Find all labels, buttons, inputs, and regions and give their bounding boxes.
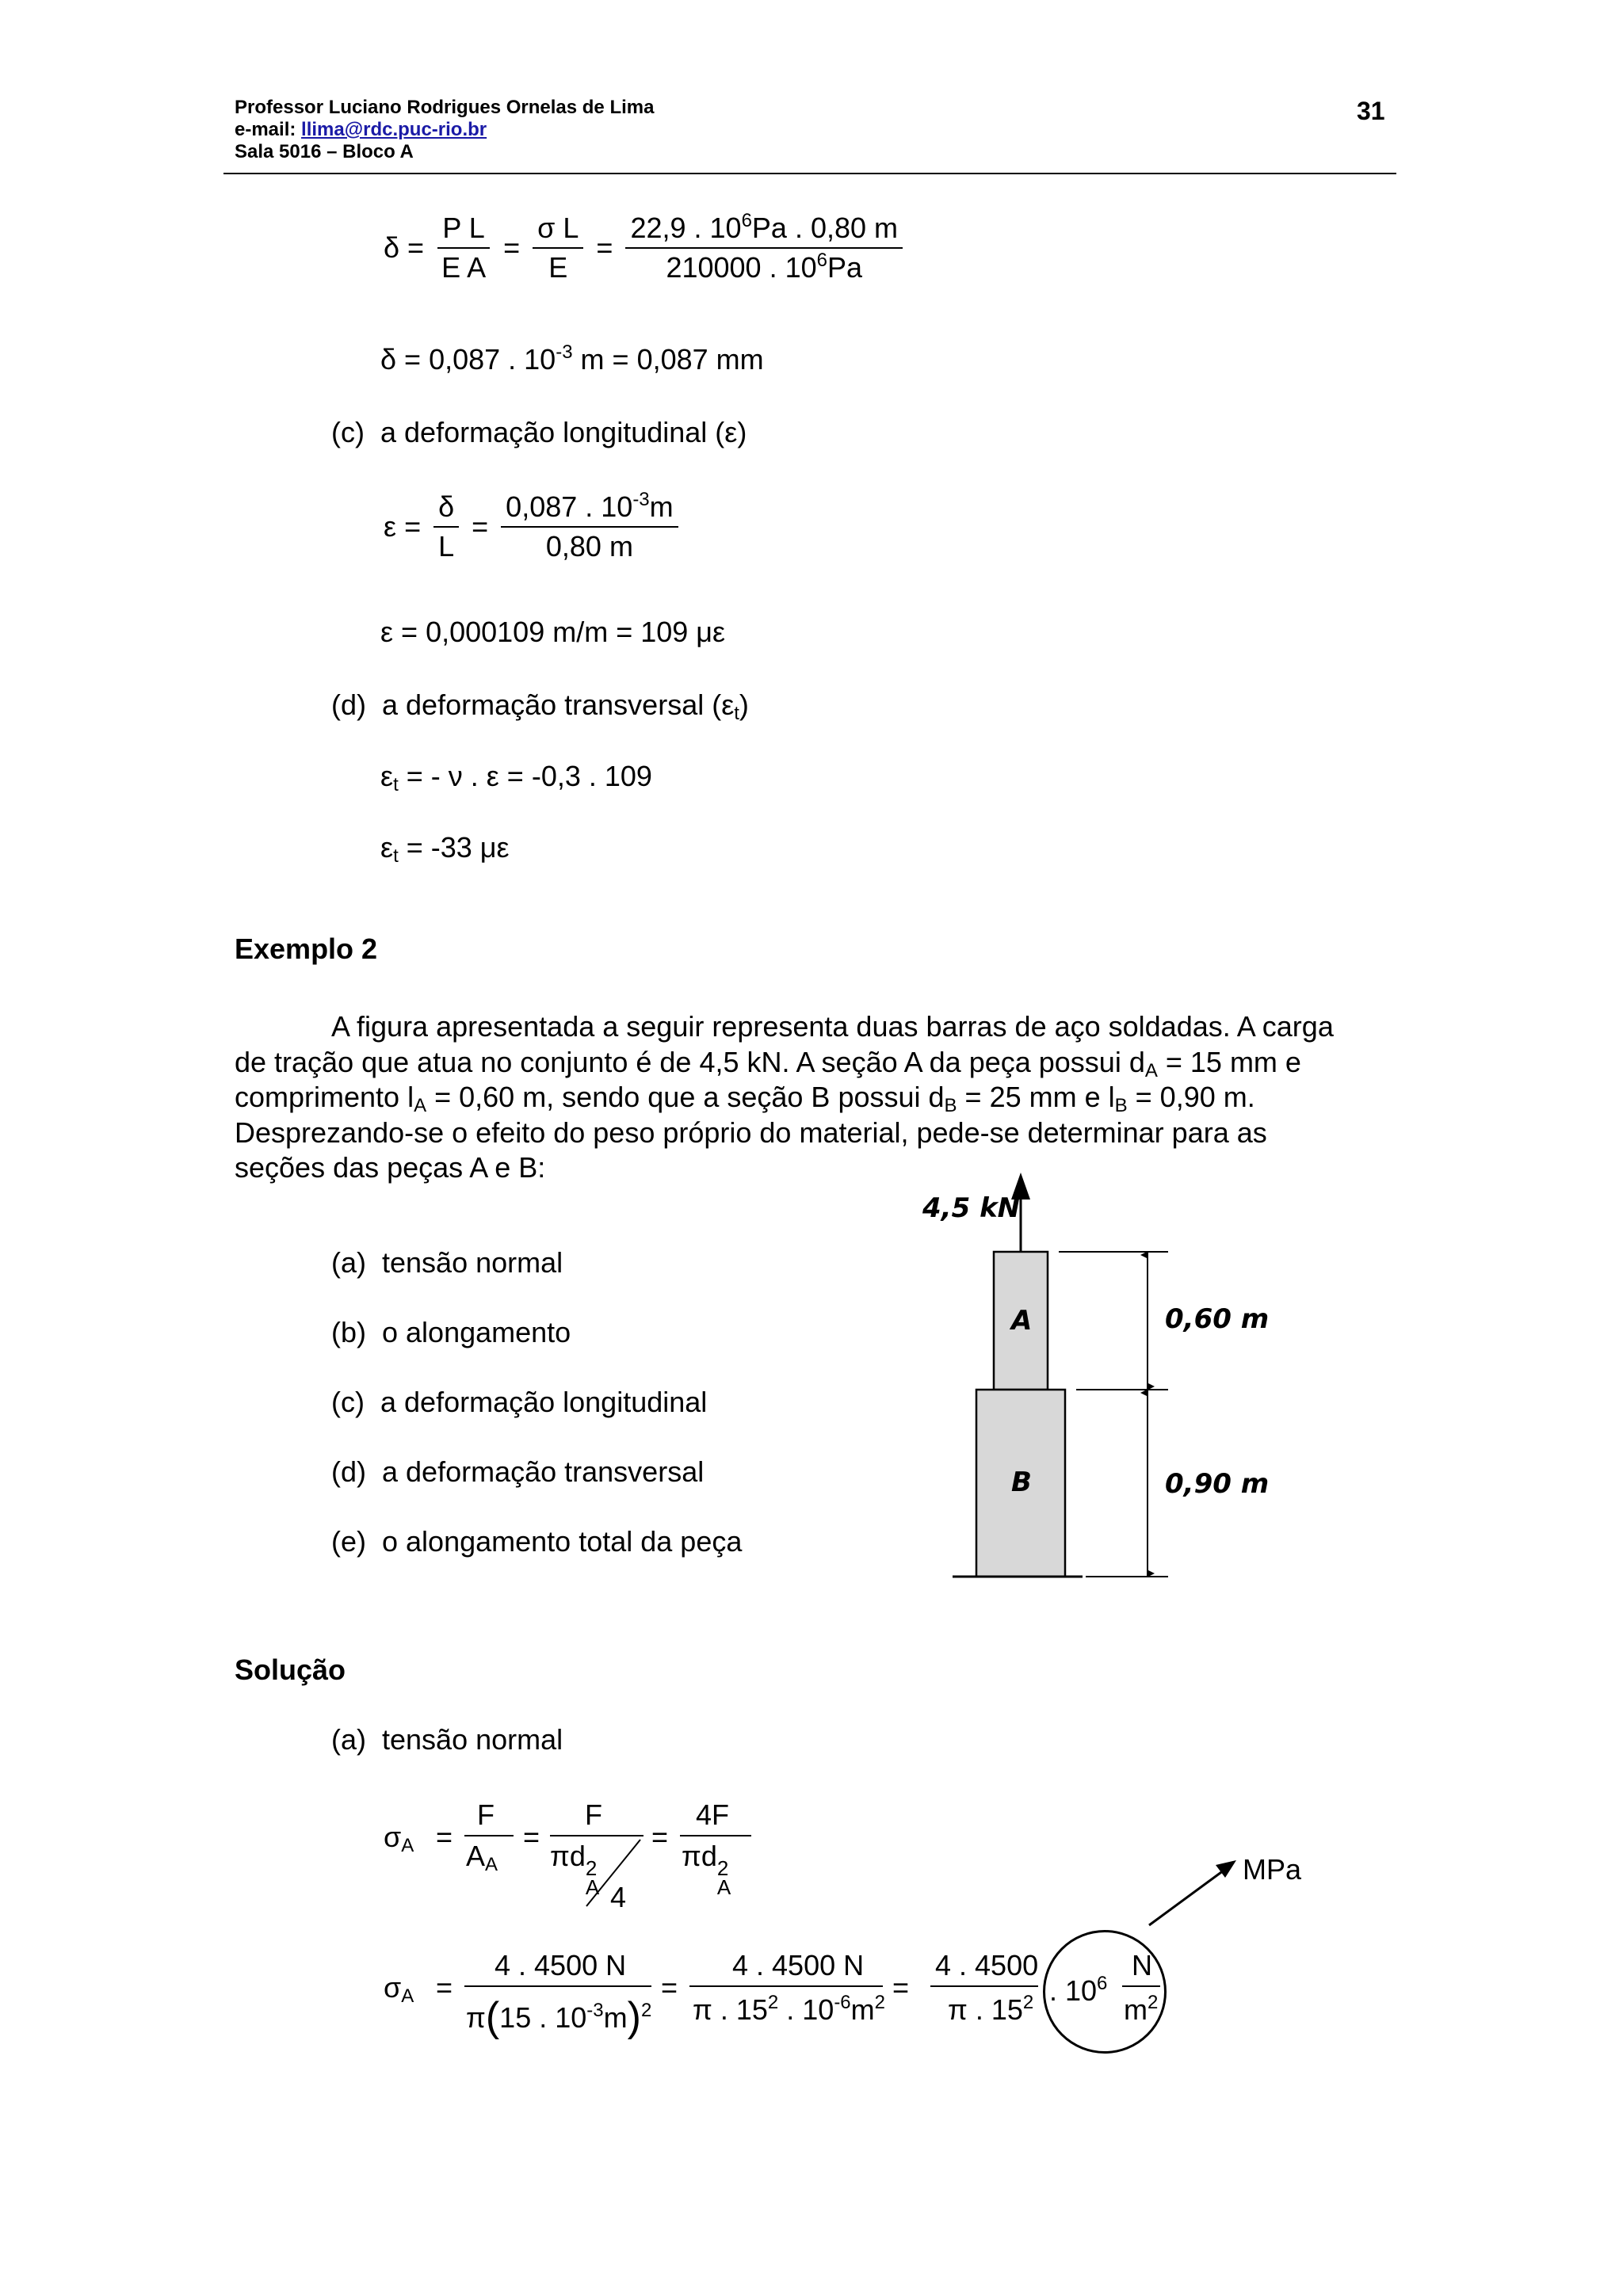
epsilon-t-result: $\varepsilon_t = -33$ με <box>380 831 510 867</box>
dimension-a-label: 0,60 m <box>1165 1303 1270 1335</box>
page-number: 31 <box>1357 97 1385 125</box>
section-a-label: A <box>1011 1305 1033 1337</box>
solution-heading: Solução <box>235 1653 346 1686</box>
author-name: Professor Luciano Rodrigues Ornelas de Lima <box>235 97 655 118</box>
ex2-item-e: (e) o alongamento total da peça <box>331 1525 743 1558</box>
example-2-paragraph: A figura apresentada a seguir representa duas barras de aço soldadas. A carga de tração que atua no conjunto é de 4,5 kN. A seção A da peça possui $d_A = 15$ mm e comprimento $l_A = 0,60$ m, sendo que a seção B possui $d_B = 25$ mm e $l_B = 0,90$ m. Desprezando-se o efeito do peso próprio do material, pede-se determinar para as seções das peças A e B: <box>235 1010 1334 1184</box>
fraction-bar <box>930 1985 1038 1987</box>
email-link[interactable]: llima@rdc.puc-rio.br <box>301 119 487 140</box>
steel-bars-figure <box>911 1173 1276 1592</box>
item-c-longitudinal: (c) a deformação longitudinal (ε) <box>331 416 747 448</box>
ex2-item-b: (b) o alongamento <box>331 1316 571 1348</box>
epsilon-formula: ε = $\frac{\delta}{L}$ = $\frac{0,087 . 10^{-3}m}{0,80 m}$ <box>384 491 683 563</box>
example-2-heading: Exemplo 2 <box>235 933 378 965</box>
email-label: e-mail: <box>235 119 296 140</box>
item-d-transversal: (d) a deformação transversal $(\varepsilon_t)$ <box>331 688 749 724</box>
ex2-item-d: (d) a deformação transversal <box>331 1455 705 1488</box>
delta-result: δ = 0,087 . $10^{-3}$ m = 0,087 mm <box>380 341 764 376</box>
fraction-bar <box>689 1985 883 1987</box>
epsilon-result: ε = 0,000109 m/m = 109 με <box>380 616 726 648</box>
dimension-b-label: 0,90 m <box>1165 1468 1270 1500</box>
mpa-note: MPa <box>1243 1853 1302 1886</box>
email-line <box>235 119 654 141</box>
mpa-arrow <box>1141 1854 1244 1933</box>
load-label: 4,5 kN <box>922 1192 1021 1224</box>
fraction-bar <box>680 1835 751 1836</box>
fraction-bar <box>464 1985 651 1987</box>
fraction-bar <box>464 1835 514 1836</box>
room-info: Sala 5016 – Bloco A <box>235 141 414 162</box>
header-rule <box>223 173 1396 174</box>
header-block <box>235 97 654 163</box>
section-b-label: B <box>1011 1466 1032 1498</box>
epsilon-t-calc: $\varepsilon_t$ = - ν . ε = -0,3 . 109 <box>380 760 652 795</box>
ex2-item-a: (a) tensão normal <box>331 1246 563 1279</box>
solution-item-a: (a) tensão normal <box>331 1723 563 1756</box>
delta-formula: δ = $\frac{\text{P L}}{\text{E A}}$ = $\frac{\text{σ L}}{E}$ = $\frac{22,9 . 10^6Pa . 0,80 m}{210000 . 10^6Pa}$ <box>384 212 907 284</box>
ex2-item-c: (c) a deformação longitudinal <box>331 1386 708 1418</box>
fraction-bar <box>1122 1985 1160 1987</box>
